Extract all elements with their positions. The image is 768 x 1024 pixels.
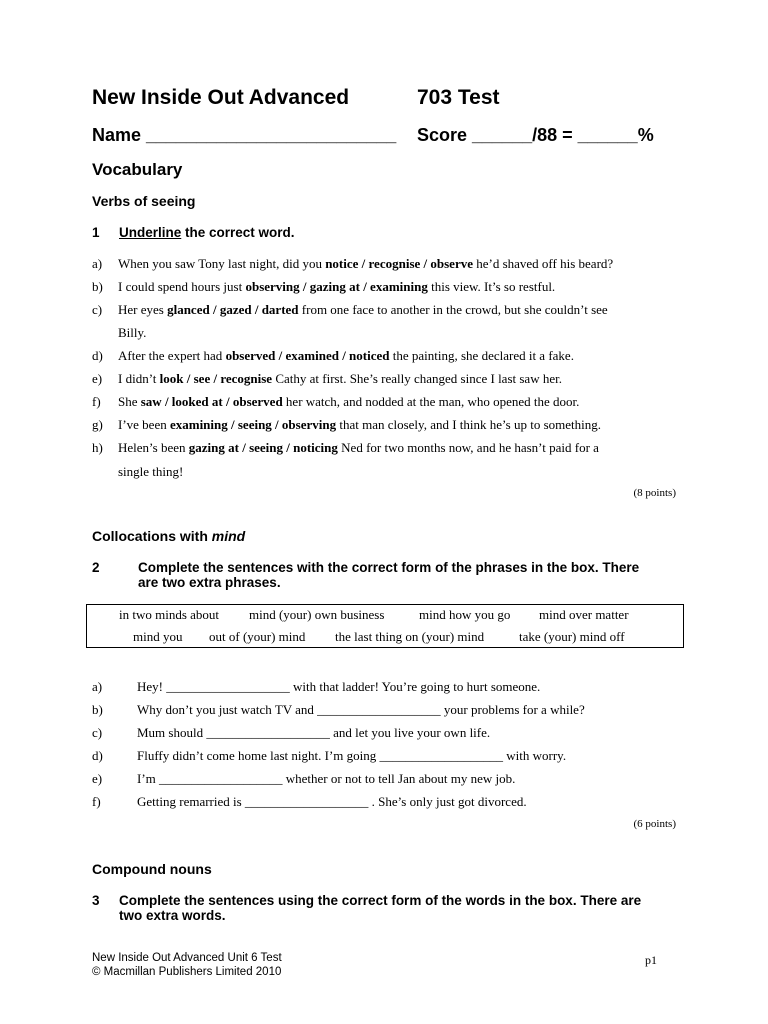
phrase-item: mind (your) own business	[249, 607, 385, 622]
item-text: he’d shaved off his beard?	[472, 256, 614, 271]
item-text: I could spend hours just	[118, 279, 246, 294]
item-text: that man closely, and I think he’s up to something.	[336, 417, 601, 432]
ex2-heading: Collocations with mind	[92, 528, 246, 544]
item-label: e)	[92, 771, 103, 786]
item-text: Her eyes	[118, 302, 168, 317]
ex1-item	[92, 325, 146, 341]
ex1-instruction: Underline the correct word.	[119, 225, 295, 240]
ex2-item[interactable]: I’m ___________________ whether or not to tell Jan about my new job.	[137, 771, 516, 786]
ex2-item[interactable]: Why don’t you just watch TV and ___________________ your problems for a while?	[137, 702, 585, 717]
item-label: a)	[92, 679, 103, 694]
ex1-number: 1	[92, 225, 100, 240]
item-text: her watch, and nodded at the man, who opened the door.	[282, 394, 580, 409]
ex3-instruction: Complete the sentences using the correct form of the words in the box. There are two extra words.	[119, 893, 642, 923]
item-label: g)	[92, 417, 103, 432]
item-text: Ned for two months now, and he hasn’t paid for a	[337, 440, 599, 455]
item-label: c)	[92, 302, 103, 317]
word-choice[interactable]: notice / recognise / observe	[325, 256, 473, 271]
item-label: f)	[92, 394, 101, 409]
item-label: d)	[92, 348, 103, 363]
ex2-item[interactable]: Mum should ___________________ and let you live your own life.	[137, 725, 491, 740]
phrase-item: the last thing on (your) mind	[335, 629, 485, 644]
item-text: Helen’s been	[118, 440, 189, 455]
item-label: b)	[92, 279, 103, 294]
ex1-item	[92, 302, 608, 318]
word-choice[interactable]: observing / gazing at / examining	[245, 279, 428, 294]
phrase-item: mind you	[133, 629, 183, 644]
item-text: single thing!	[118, 464, 184, 479]
word-choice[interactable]: look / see / recognise	[159, 371, 273, 386]
ex1-item	[92, 464, 183, 480]
ex2-points: (6 points)	[633, 818, 676, 830]
item-text: this view. It’s so restful.	[427, 279, 556, 294]
ex1-item	[92, 348, 574, 364]
test-number: 703 Test	[417, 86, 500, 109]
footer-credit: New Inside Out Advanced Unit 6 Test © Macmillan Publishers Limited 2010	[92, 952, 282, 978]
ex1-item	[92, 417, 601, 433]
word-choice[interactable]: examining / seeing / observing	[169, 417, 337, 432]
item-text: After the expert had	[118, 348, 226, 363]
phrase-item: out of (your) mind	[209, 629, 306, 644]
item-label: h)	[92, 440, 103, 455]
item-label: e)	[92, 371, 103, 386]
ex1-item	[92, 256, 613, 272]
ex1-item	[92, 394, 579, 410]
word-choice[interactable]: glanced / gazed / darted	[167, 302, 299, 317]
ex2-instruction: Complete the sentences with the correct form of the phrases in the box. There are two extra phrases.	[138, 560, 640, 590]
ex3-number: 3	[92, 893, 100, 908]
section-heading: Vocabulary	[92, 160, 183, 179]
ex3-heading: Compound nouns	[92, 861, 212, 877]
item-text: from one face to another in the crowd, but she couldn’t see	[298, 302, 608, 317]
page-number: p1	[645, 953, 657, 967]
phrase-item: in two minds about	[119, 607, 220, 622]
item-label: d)	[92, 748, 103, 763]
ex2-number: 2	[92, 560, 100, 575]
item-label: c)	[92, 725, 103, 740]
ex2-item[interactable]: Getting remarried is ___________________ . She’s only just got divorced.	[137, 794, 527, 809]
phrase-item: take (your) mind off	[519, 629, 625, 644]
ex1-item	[92, 279, 555, 295]
item-text: She	[118, 394, 141, 409]
item-text: I didn’t	[118, 371, 160, 386]
word-choice[interactable]: saw / looked at / observed	[140, 394, 283, 409]
phrase-item: mind over matter	[539, 607, 629, 622]
page-title: New Inside Out Advanced	[92, 86, 350, 109]
item-text: When you saw Tony last night, did you	[118, 256, 326, 271]
item-text: the painting, she declared it a fake.	[389, 348, 574, 363]
item-text: Cathy at first. She’s really changed since I last saw her.	[272, 371, 562, 386]
item-text: Billy.	[118, 325, 147, 340]
phrase-box	[86, 604, 684, 648]
item-text: I’ve been	[118, 417, 170, 432]
item-label: b)	[92, 702, 103, 717]
ex1-item	[92, 440, 599, 456]
ex1-points: (8 points)	[633, 487, 676, 499]
word-choice[interactable]: gazing at / seeing / noticing	[188, 440, 338, 455]
phrase-item: mind how you go	[419, 607, 511, 622]
ex2-item[interactable]: Fluffy didn’t come home last night. I’m going ___________________ with worry.	[137, 748, 567, 763]
score-field[interactable]: Score ______/88 = ______%	[417, 125, 654, 145]
ex1-heading: Verbs of seeing	[92, 193, 196, 209]
ex1-item	[92, 371, 562, 387]
item-label: f)	[92, 794, 101, 809]
name-field[interactable]: Name _________________________	[92, 125, 397, 145]
item-label: a)	[92, 256, 103, 271]
ex2-item[interactable]: Hey! ___________________ with that ladder! You’re going to hurt someone.	[137, 679, 541, 694]
word-choice[interactable]: observed / examined / noticed	[225, 348, 390, 363]
